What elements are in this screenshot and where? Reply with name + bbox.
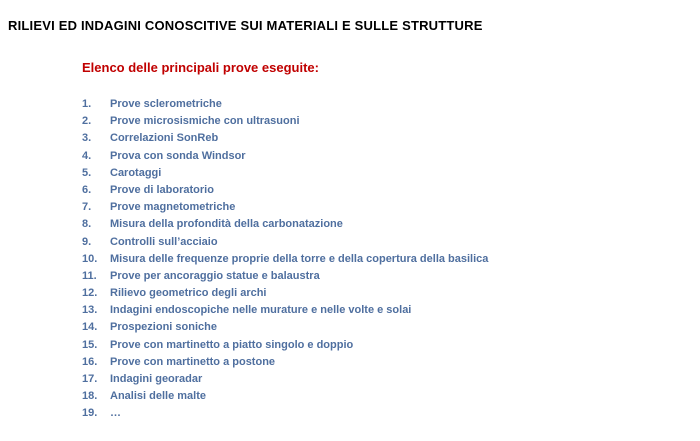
- list-item: [82, 199, 488, 216]
- item-text: Indagini endoscopiche nelle murature e nelle volte e solai: [110, 304, 412, 317]
- list-item: [82, 319, 488, 336]
- list-item: [82, 234, 488, 251]
- item-text: Analisi delle malte: [110, 390, 206, 403]
- item-number: 9.: [82, 235, 92, 248]
- item-text: Indagini georadar: [110, 373, 203, 385]
- item-text: Prove microsismiche con ultrasuoni: [110, 115, 300, 128]
- page-title: RILIEVI ED INDAGINI CONOSCITIVE SUI MATERIALI E SULLE STRUTTURE: [8, 18, 483, 33]
- list-item: [82, 130, 488, 147]
- item-text: Prove magnetometriche: [110, 201, 236, 214]
- item-text: Misura delle frequenze proprie della torre e della copertura della basilica: [110, 252, 489, 265]
- item-text: …: [110, 407, 121, 420]
- item-number: 5.: [82, 166, 92, 179]
- list-item: [82, 354, 488, 371]
- item-number: 17.: [82, 373, 98, 385]
- list-item: [82, 302, 488, 319]
- item-text: Controlli sull’acciaio: [110, 235, 218, 248]
- list-item: [82, 405, 488, 422]
- list-item: [82, 216, 488, 233]
- item-text: Prove con martinetto a postone: [110, 355, 276, 368]
- list-item: [82, 251, 488, 268]
- item-number: 13.: [82, 304, 98, 317]
- item-text: Prove di laboratorio: [110, 183, 214, 196]
- list-item: [82, 337, 488, 354]
- item-number: 16.: [82, 355, 98, 368]
- item-text: Prove con martinetto a piatto singolo e doppio: [110, 338, 354, 351]
- item-number: 7.: [82, 201, 92, 214]
- list-item: [82, 96, 488, 113]
- list-heading: Elenco delle principali prove eseguite:: [82, 60, 319, 75]
- item-text: Prova con sonda Windsor: [110, 149, 246, 162]
- list-item: [82, 268, 488, 285]
- item-text: Rilievo geometrico degli archi: [110, 287, 267, 300]
- item-number: 1.: [82, 98, 92, 110]
- list-item: [82, 148, 488, 165]
- item-text: Prospezioni soniche: [110, 321, 217, 334]
- item-text: Carotaggi: [110, 166, 162, 179]
- item-text: Correlazioni SonReb: [110, 132, 219, 145]
- list-item: [82, 165, 488, 182]
- item-number: 10.: [82, 252, 98, 265]
- item-number: 4.: [82, 149, 92, 162]
- list-item: [82, 113, 488, 130]
- item-number: 18.: [82, 390, 98, 403]
- list-item: [82, 285, 488, 302]
- item-number: 15.: [82, 338, 98, 351]
- list-item: [82, 388, 488, 405]
- item-number: 2.: [82, 115, 92, 128]
- item-text: Prove per ancoraggio statue e balaustra: [110, 269, 320, 282]
- item-text: Misura della profondità della carbonatazione: [110, 218, 343, 231]
- item-number: 3.: [82, 132, 92, 145]
- list-item: [82, 182, 488, 199]
- test-list: [82, 96, 488, 423]
- list-item: [82, 371, 488, 388]
- item-number: 11.: [82, 269, 97, 282]
- item-number: 19.: [82, 407, 98, 420]
- item-number: 14.: [82, 321, 98, 334]
- item-number: 12.: [82, 287, 98, 300]
- item-text: Prove sclerometriche: [110, 98, 222, 110]
- item-number: 6.: [82, 183, 92, 196]
- item-number: 8.: [82, 218, 92, 231]
